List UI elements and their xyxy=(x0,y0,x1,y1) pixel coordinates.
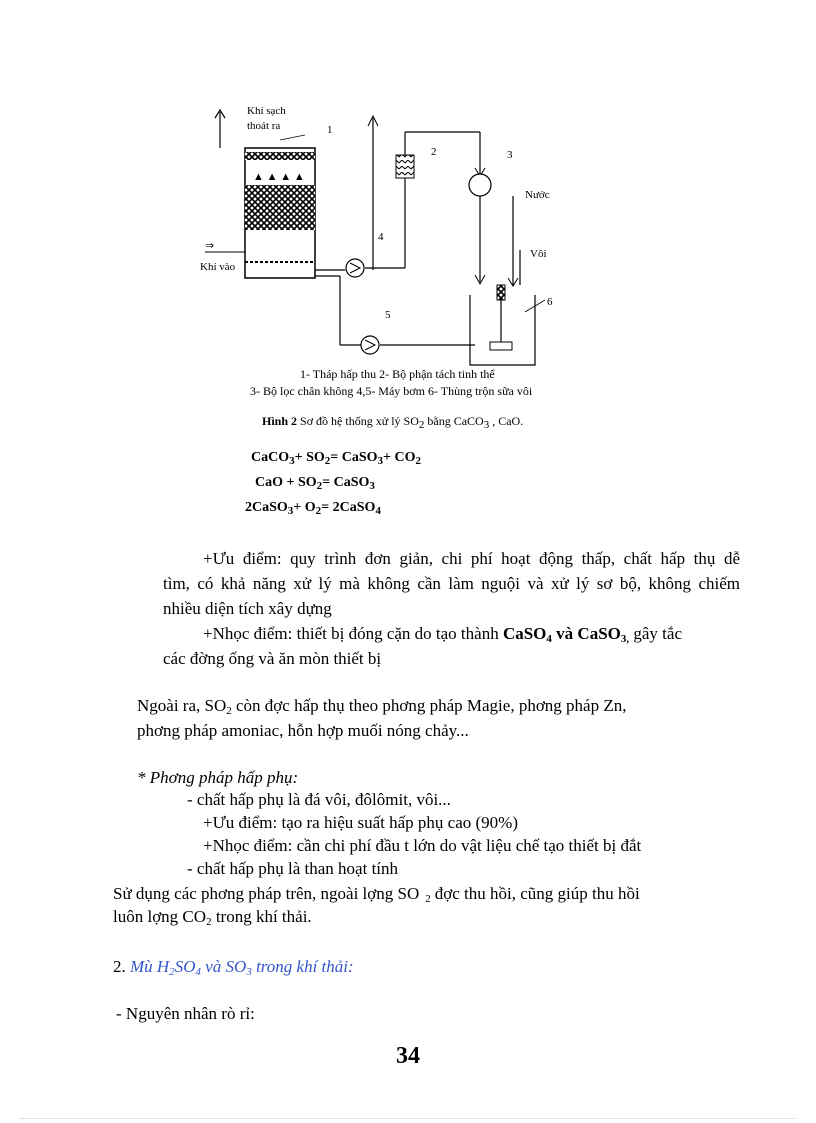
caption-sub2: 3 xyxy=(483,419,490,431)
adsorption-advantage: +Ưu điểm: tạo ra hiệu suất hấp phụ cao (90%) xyxy=(203,813,518,832)
crystal-separator xyxy=(396,155,414,178)
caption-sub: 2 xyxy=(418,419,425,431)
equation-1: CaCO$_3$+ $SO_2=$ CaSO$_3$+ $CO_2$ xyxy=(251,450,422,467)
section-2-heading: 2. Mù $H_2SO_4$ và $SO_3$ trong khí thải: xyxy=(113,957,354,978)
water-label: Nước xyxy=(525,189,550,201)
label-6: 6 xyxy=(547,296,553,308)
footer-rule xyxy=(20,1118,796,1119)
equation-2: CaO + $SO_2=$ CaSO$_3$ xyxy=(255,475,375,492)
label-3: 3 xyxy=(507,149,513,161)
advantages-line-1: +Ưu điểm: quy trình đơn giản, chi phí hoạt động thấp, chất hấp thụ dễ xyxy=(203,549,740,568)
summary-line-1: Sử dụng các phơng pháp trên, ngoài lợng SO $_2$ đợc thu hồi, cũng giúp thu hồi xyxy=(113,884,640,905)
absorption-system-diagram xyxy=(195,100,615,370)
pump-4 xyxy=(346,259,364,277)
pump-5 xyxy=(361,336,379,354)
advantages-line-3: nhiều diện tích xây dựng xyxy=(163,599,332,618)
clean-gas-label-2: thoát ra xyxy=(247,120,281,132)
label-2: 2 xyxy=(431,146,437,158)
page-number: 34 xyxy=(396,1043,420,1069)
lime-mix-tank xyxy=(470,295,535,365)
svg-text:▲ ▲ ▲ ▲: ▲ ▲ ▲ ▲ xyxy=(253,171,305,183)
label-1: 1 xyxy=(327,124,333,136)
other-methods-line-1: Ngoài ra, $SO_2$ còn đợc hấp thụ theo phơng pháp Magie, phơng pháp Zn, xyxy=(137,696,627,717)
other-methods-line-2: phơng pháp amoniac, hỗn hợp muối nóng chảy... xyxy=(137,721,469,740)
absorption-tower xyxy=(245,135,315,278)
adsorption-disadvantage: +Nhọc điểm: cần chi phí đầu t lớn do vật liệu chế tạo thiết bị đắt xyxy=(203,836,642,855)
disadvantages-line-1: +Nhọc điểm: thiết bị đóng cặn do tạo thành CaSO$_4$ và CaSO$_{3,}$ gây tắc xyxy=(203,624,682,645)
lime-label: Vôi xyxy=(530,248,547,260)
summary-line-2: luôn lợng $CO_2$ trong khí thải. xyxy=(113,907,312,928)
equation-3: 2CaSO$_3$+ $O_2=$ 2CaSO$_4$ xyxy=(245,500,381,517)
adsorption-heading: * Phơng pháp hấp phụ: xyxy=(137,768,299,787)
gas-in-label: Khí vào xyxy=(200,261,236,273)
caption-text-b: bằng CaCO xyxy=(424,414,484,428)
gas-in-arrow-glyph: ⇒ xyxy=(205,240,215,252)
adsorption-item-1: - chất hấp phụ là đá vôi, đôlômit, vôi... xyxy=(187,790,451,809)
label-4: 4 xyxy=(378,231,384,243)
cause-line: - Nguyên nhân rò rỉ: xyxy=(116,1004,255,1023)
caption-text-a: Sơ đồ hệ thống xử lý SO xyxy=(297,414,419,428)
clean-gas-label-1: Khí sạch xyxy=(247,105,286,117)
adsorption-item-2: - chất hấp phụ là than hoạt tính xyxy=(187,859,399,878)
legend-line-2: 3- Bộ lọc chân không 4,5- Máy bơm 6- Thùng trộn sữa vôi xyxy=(250,384,533,398)
caption-text-c: , CaO. xyxy=(489,414,524,428)
disadvantages-line-2: các đờng ống và ăn mòn thiết bị xyxy=(163,649,382,668)
figure-number: Hình 2 xyxy=(262,414,298,428)
figure-caption xyxy=(262,414,523,431)
label-5: 5 xyxy=(385,309,391,321)
advantages-line-2: tìm, có khả năng xử lý mà không cần làm nguội và xử lý sơ bộ, không chiếm xyxy=(163,574,740,593)
vacuum-filter xyxy=(469,174,491,196)
legend-line-1: 1- Tháp hấp thu 2- Bộ phận tách tinh thể xyxy=(300,367,495,381)
